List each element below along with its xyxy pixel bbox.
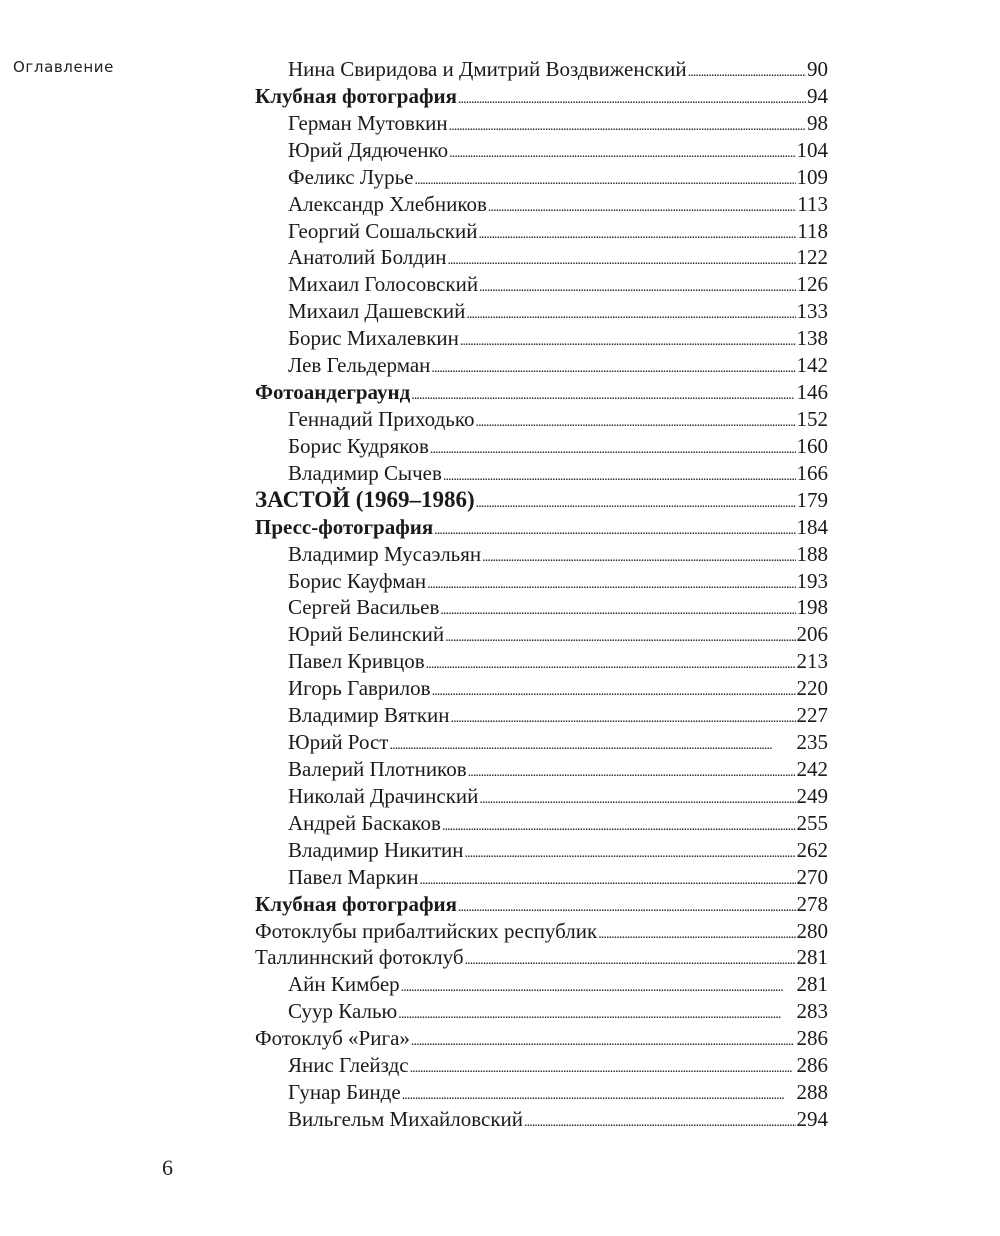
toc-entry-page: 126 (796, 272, 828, 297)
toc-entry (255, 433, 828, 460)
toc-entry (255, 271, 828, 298)
toc-entry (255, 648, 828, 675)
toc-entry (255, 702, 828, 729)
toc-entry (255, 83, 828, 110)
toc-entry-page: 255 (796, 810, 828, 835)
toc-entry (255, 1052, 828, 1079)
table-of-contents (255, 56, 828, 1133)
toc-entry-title: Фотоклуб «Рига» (255, 1026, 410, 1051)
toc-entry-title: Герман Мутовкин (288, 110, 448, 135)
toc-entry-title: Борис Кауфман (288, 568, 427, 593)
toc-entry-page: 118 (797, 218, 828, 243)
toc-entry (255, 325, 828, 352)
toc-entry (255, 837, 828, 864)
toc-entry (255, 568, 828, 595)
toc-entry-page: 270 (796, 864, 828, 889)
toc-entry-title: Юрий Дядюченко (288, 137, 449, 162)
toc-entry-page: 286 (796, 1053, 828, 1078)
toc-entry-page: 166 (796, 460, 828, 485)
toc-entry-title: Валерий Плотников (288, 756, 467, 781)
toc-entry-page: 281 (796, 972, 828, 997)
toc-entry-title: Михаил Дашевский (288, 299, 466, 324)
toc-entry-page: 94 (807, 83, 828, 108)
toc-entry-title: Владимир Вяткин (288, 703, 450, 728)
toc-entry (255, 756, 828, 783)
toc-entry (255, 379, 828, 406)
toc-entry (255, 621, 828, 648)
toc-entry-title: Пресс-фотография (255, 514, 434, 539)
toc-entry (255, 541, 828, 568)
toc-entry-title: Айн Кимбер (288, 972, 400, 997)
toc-entry-page: 188 (796, 541, 828, 566)
toc-entry-page: 193 (796, 568, 828, 593)
toc-entry (255, 514, 828, 541)
toc-entry-page: 249 (796, 783, 828, 808)
toc-entry-title: Борис Михалевкин (288, 326, 459, 351)
toc-entry-page: 184 (796, 514, 828, 539)
toc-entry-title: Фотоандеграунд (255, 380, 411, 405)
toc-entry-title: Андрей Баскаков (288, 810, 441, 835)
toc-entry-title: Гунар Бинде (288, 1080, 401, 1105)
toc-entry-page: 198 (796, 595, 828, 620)
toc-entry-page: 280 (796, 918, 828, 943)
toc-entry (255, 460, 828, 487)
toc-entry-title: Владимир Сычев (288, 460, 442, 485)
toc-entry-title: Нина Свиридова и Дмитрий Воздвиженский (288, 57, 687, 81)
toc-entry-page: 288 (796, 1080, 828, 1105)
toc-entry (255, 675, 828, 702)
toc-entry-page: 122 (796, 245, 828, 270)
toc-entry (255, 998, 828, 1025)
toc-entry (255, 487, 828, 514)
toc-entry-title: Феликс Лурье (288, 164, 414, 189)
toc-entry (255, 729, 828, 756)
toc-entry-page: 235 (796, 730, 828, 755)
toc-entry (255, 1025, 828, 1052)
toc-entry-page: 283 (796, 999, 828, 1024)
toc-entry-title: Юрий Рост (288, 730, 389, 755)
toc-entry (255, 864, 828, 891)
toc-entry-title: Юрий Белинский (288, 622, 445, 647)
toc-entry-page: 262 (796, 837, 828, 862)
toc-entry-page: 227 (796, 703, 828, 728)
toc-entry (255, 164, 828, 191)
toc-entry-page: 179 (796, 487, 828, 512)
toc-entry-page: 278 (796, 891, 828, 916)
toc-entry-page: 113 (797, 191, 828, 216)
toc-dot-leader (524, 1106, 795, 1137)
toc-entry-title: Клубная фотография (255, 891, 457, 916)
toc-entry-title: Таллиннский фотоклуб (255, 945, 464, 970)
toc-entry-page: 160 (796, 433, 828, 458)
toc-entry-title: Николай Драчинский (288, 783, 479, 808)
toc-entry-title: Суур Калью (288, 999, 398, 1024)
toc-entry (255, 594, 828, 621)
page-number: 6 (162, 1155, 173, 1180)
toc-entry-page: 152 (796, 406, 828, 431)
toc-entry (255, 191, 828, 218)
toc-entry-title: Лев Гельдерман (288, 353, 431, 378)
toc-entry-page: 142 (796, 353, 828, 378)
toc-entry-title: Георгий Сошальский (288, 218, 478, 243)
toc-entry (255, 110, 828, 137)
toc-entry-title: Борис Кудряков (288, 433, 429, 458)
toc-entry-title: ЗАСТОЙ (1969–1986) (255, 486, 475, 512)
toc-entry (255, 56, 828, 83)
toc-entry-title: Владимир Мусаэльян (288, 541, 482, 566)
toc-entry-title: Сергей Васильев (288, 595, 440, 620)
toc-entry-page: 98 (807, 110, 828, 135)
toc-entry-page: 109 (796, 164, 828, 189)
toc-entry (255, 406, 828, 433)
toc-entry-page: 138 (796, 326, 828, 351)
toc-entry-title: Игорь Гаврилов (288, 676, 431, 701)
toc-entry-title: Геннадий Приходько (288, 406, 475, 431)
toc-entry-page: 242 (796, 756, 828, 781)
toc-entry-page: 220 (796, 676, 828, 701)
toc-entry-title: Анатолий Болдин (288, 245, 447, 270)
toc-entry-page: 281 (796, 945, 828, 970)
toc-entry-title: Фотоклубы прибалтийских республик (255, 918, 598, 943)
toc-entry-page: 213 (796, 649, 828, 674)
toc-entry-page: 104 (796, 137, 828, 162)
toc-entry (255, 918, 828, 945)
toc-entry-title: Павел Кривцов (288, 649, 425, 674)
toc-entry (255, 352, 828, 379)
toc-entry-page: 294 (796, 1106, 828, 1131)
toc-entry-page: 286 (796, 1026, 828, 1051)
toc-entry (255, 1079, 828, 1106)
toc-entry-title: Михаил Голосовский (288, 272, 479, 297)
toc-entry-title: Клубная фотография (255, 83, 457, 108)
toc-entry (255, 298, 828, 325)
toc-entry (255, 137, 828, 164)
toc-entry-title: Владимир Никитин (288, 837, 464, 862)
toc-entry-page: 133 (796, 299, 828, 324)
running-head: Оглавление (13, 58, 114, 76)
toc-entry (255, 1106, 828, 1133)
toc-entry-page: 146 (796, 380, 828, 405)
toc-entry-title: Александр Хлебников (288, 191, 487, 216)
toc-entry (255, 810, 828, 837)
toc-entry (255, 944, 828, 971)
toc-entry-title: Янис Глейздс (288, 1053, 409, 1078)
toc-entry (255, 244, 828, 271)
toc-entry-title: Павел Маркин (288, 864, 419, 889)
toc-entry (255, 891, 828, 918)
toc-entry-title: Вильгельм Михайловский (288, 1106, 524, 1131)
toc-entry-page: 206 (796, 622, 828, 647)
toc-entry-page: 90 (807, 57, 828, 81)
toc-entry (255, 218, 828, 245)
toc-entry (255, 783, 828, 810)
toc-entry (255, 971, 828, 998)
